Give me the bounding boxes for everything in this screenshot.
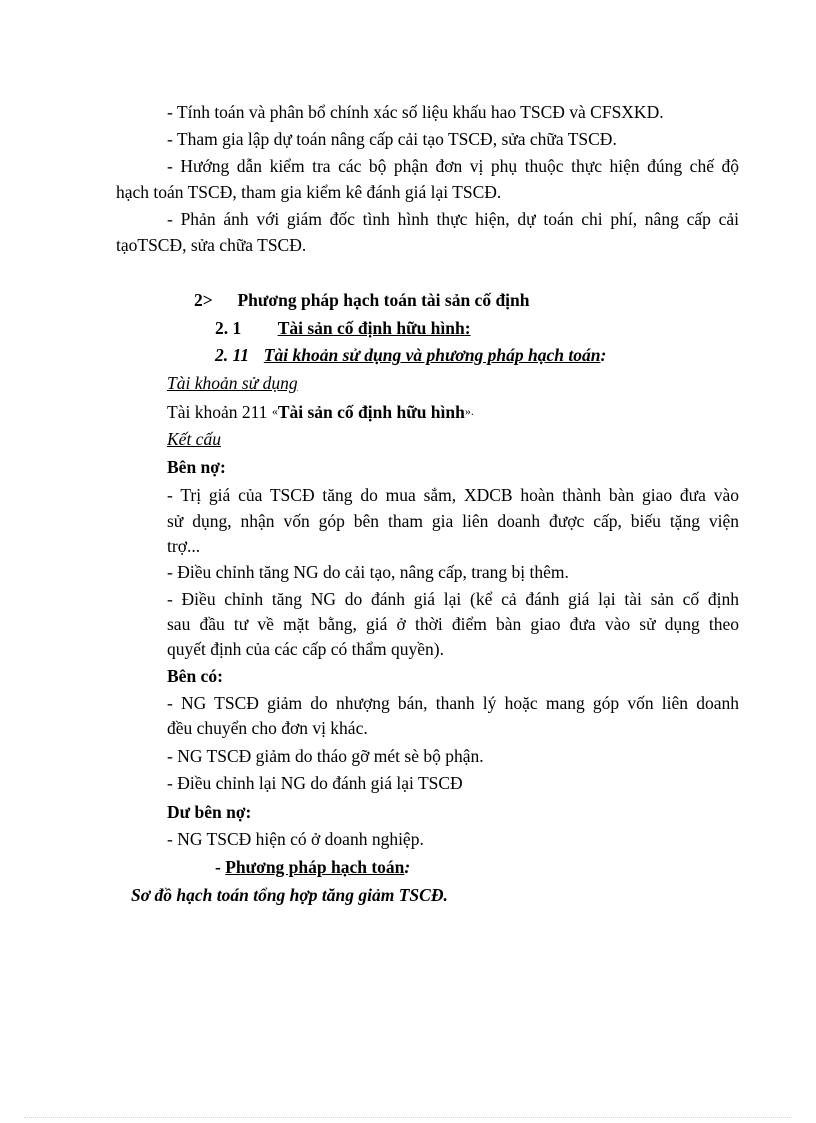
structure-heading: Kết cấu (167, 429, 221, 449)
debit-line: sau đầu tư về mặt bằng, giá ở thời điểm bàn giao đưa vào sử dụng theo (167, 614, 739, 634)
section-heading-2 (194, 289, 530, 311)
credit-line: đều chuyển cho đơn vị khác. (167, 718, 368, 738)
method-dash: - (215, 857, 226, 877)
account-name: Tài sản cố định hữu hình (277, 402, 465, 422)
section-colon: : (600, 345, 607, 365)
debit-line: - Điều chỉnh tăng NG do cải tạo, nâng cấp, trang bị thêm. (167, 562, 569, 582)
method-title: Phương pháp hạch toán (225, 857, 405, 877)
debit-line: trợ... (167, 536, 201, 556)
section-title: Phương pháp hạch toán tài sản cố định (237, 290, 530, 310)
paragraph-line: - Phản ánh với giám đốc tình hình thực hiện, dự toán chi phí, nâng cấp cải (167, 209, 739, 229)
debit-line: - Điều chỉnh tăng NG do đánh giá lại (kể cả đánh giá lại tài sản cố định (167, 589, 739, 609)
balance-label: Dư bên nợ: (167, 802, 252, 822)
balance-line: - NG TSCĐ hiện có ở doanh nghiệp. (167, 829, 424, 849)
paragraph-line: - Hướng dẫn kiểm tra các bộ phận đơn vị phụ thuộc thực hiện đúng chế độ (167, 156, 739, 176)
close-quote: ». (464, 404, 474, 418)
account-line (167, 400, 474, 423)
paragraph-line: tạoTSCĐ, sửa chữa TSCĐ. (116, 235, 307, 255)
section-title: Tài sản cố định hữu hình: (277, 318, 471, 338)
section-title: Tài khoản sử dụng và phương pháp hạch toán (263, 345, 601, 365)
account-prefix: Tài khoản 211 (167, 402, 272, 422)
debit-label: Bên nợ: (167, 457, 226, 477)
debit-line: sử dụng, nhận vốn góp bên tham gia liên doanh được cấp, biếu tặng viện (167, 511, 739, 531)
method-colon: : (404, 857, 411, 877)
section-number: 2. 1 (215, 318, 242, 338)
debit-line: quyết định của các cấp có thẩm quyền). (167, 639, 444, 659)
paragraph-line: - Tính toán và phân bổ chính xác số liệu khấu hao TSCĐ và CFSXKD. (167, 102, 664, 122)
open-quote: « (271, 404, 278, 418)
section-number: 2> (194, 290, 213, 310)
credit-line: - NG TSCĐ giảm do nhượng bán, thanh lý hoặc mang góp vốn liên doanh (167, 693, 739, 713)
page-bottom-rule (24, 1117, 792, 1118)
account-heading: Tài khoản sử dụng (167, 373, 298, 393)
credit-line: - NG TSCĐ giảm do tháo gỡ mét sè bộ phận. (167, 746, 484, 766)
section-heading-2-1 (215, 317, 471, 339)
diagram-title: Sơ đồ hạch toán tổng hợp tăng giảm TSCĐ. (131, 885, 448, 905)
method-heading (215, 856, 410, 878)
section-heading-2-11 (215, 344, 606, 366)
debit-line: - Trị giá của TSCĐ tăng do mua sắm, XDCB hoàn thành bàn giao đưa vào (167, 485, 739, 505)
section-number: 2. 11 (215, 345, 250, 365)
paragraph-line: hạch toán TSCĐ, tham gia kiểm kê đánh giá lại TSCĐ. (116, 182, 502, 202)
paragraph-line: - Tham gia lập dự toán nâng cấp cải tạo TSCĐ, sửa chữa TSCĐ. (167, 129, 617, 149)
credit-line: - Điều chỉnh lại NG do đánh giá lại TSCĐ (167, 773, 463, 793)
credit-label: Bên có: (167, 666, 223, 686)
